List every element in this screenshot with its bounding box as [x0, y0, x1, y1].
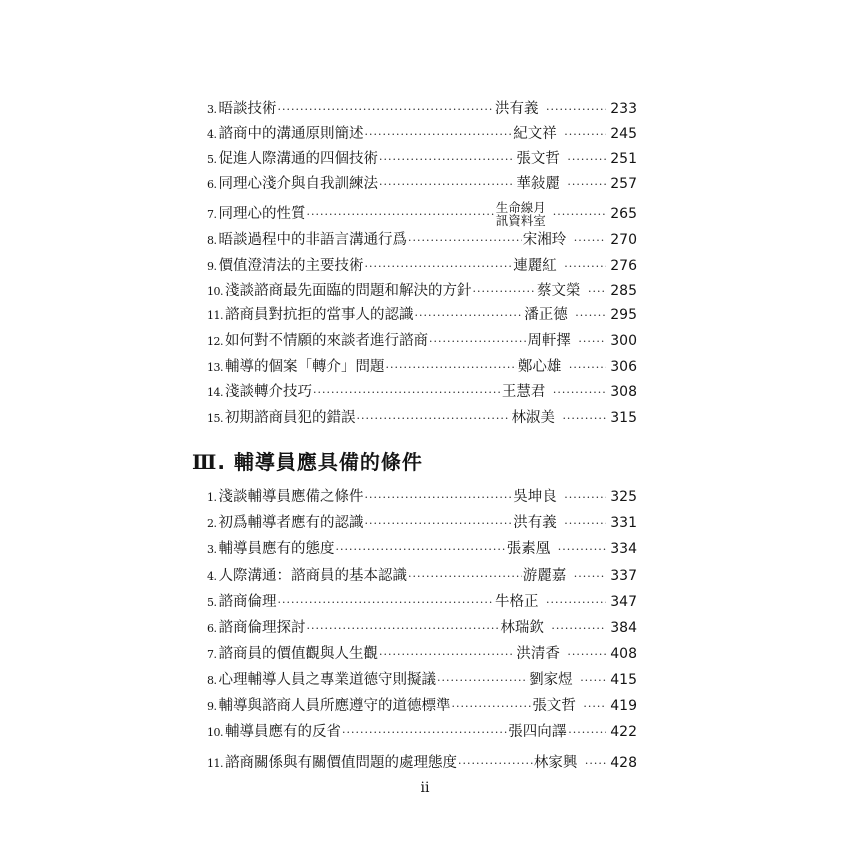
entry-number: 1.: [207, 490, 217, 504]
toc-entry[interactable]: [207, 590, 637, 614]
entry-author: 周軒擇: [527, 332, 571, 349]
entry-number: 7.: [207, 207, 217, 221]
entry-page: 300: [610, 333, 637, 349]
entry-page: 419: [610, 698, 637, 714]
entry-author: 連麗紅: [513, 257, 557, 274]
entry-page: 265: [610, 206, 637, 222]
entry-title: 諮商倫理探討: [218, 619, 306, 636]
dot-leader: [365, 261, 513, 272]
entry-author: 洪有義: [513, 514, 557, 531]
toc-entry[interactable]: [207, 122, 637, 146]
entry-author: 蔡文榮: [537, 282, 581, 299]
section-title: . 輔導員應具備的條件: [217, 450, 423, 474]
entry-title: 人際溝通：諮商員的基本認識: [218, 567, 407, 584]
entry-author: 潘正德: [524, 306, 568, 323]
entry-title: 輔導員應有的態度: [218, 540, 335, 557]
entry-author: 劉家煜: [529, 671, 573, 688]
entry-number: 3.: [207, 102, 217, 116]
entry-number: 10.: [207, 725, 223, 739]
toc-entry[interactable]: [207, 172, 637, 196]
entry-page: 384: [610, 620, 637, 636]
dot-leader: [336, 544, 506, 555]
entry-title: 初爲輔導者應有的認識: [218, 514, 364, 531]
entry-title: 輔導員應有的反省: [225, 723, 341, 740]
dot-leader: [553, 209, 606, 220]
entry-page: 245: [610, 126, 637, 142]
entry-page: 428: [610, 755, 637, 771]
entry-number: 9.: [207, 699, 217, 713]
page-number: ii: [420, 780, 430, 796]
entry-title: 淺談諮商最先面臨的問題和解決的方針: [225, 282, 472, 299]
toc-entry[interactable]: [207, 616, 637, 640]
dot-leader: [473, 286, 537, 297]
entry-author: 鄭心雄: [517, 358, 562, 375]
entry-page: 306: [610, 359, 637, 375]
toc-entry[interactable]: [207, 228, 637, 252]
dot-leader: [574, 571, 606, 582]
entry-author: 林瑞欽: [500, 619, 544, 636]
dot-leader: [408, 571, 522, 582]
dot-leader: [588, 286, 606, 297]
dot-leader: [307, 623, 500, 634]
dot-leader: [365, 129, 513, 140]
dot-leader: [365, 518, 513, 529]
entry-number: 10.: [207, 284, 223, 298]
dot-leader: [567, 649, 606, 660]
entry-author: 游麗嘉: [522, 567, 567, 584]
dot-leader: [313, 387, 501, 398]
entry-title: 同理心淺介與自我訓練法: [218, 175, 378, 192]
toc-entry[interactable]: [207, 694, 637, 718]
toc-entry[interactable]: [207, 564, 637, 588]
entry-title: 如何對不情願的來談者進行諮商: [225, 332, 428, 349]
dot-leader: [575, 310, 606, 321]
toc-entry[interactable]: [207, 380, 637, 404]
entry-number: 5.: [207, 595, 217, 609]
dot-leader: [429, 336, 526, 347]
dot-leader: [567, 179, 606, 190]
entry-title: 晤談技術: [218, 100, 277, 117]
toc-entry[interactable]: [207, 303, 637, 327]
entry-author: 林淑美: [511, 409, 555, 426]
dot-leader: [357, 413, 511, 424]
dot-leader: [569, 362, 606, 373]
entry-number: 12.: [207, 334, 223, 348]
entry-page: 251: [610, 151, 637, 167]
dot-leader: [365, 492, 513, 503]
entry-author: 洪有義: [495, 100, 539, 117]
entry-author: 華敍麗: [516, 175, 560, 192]
dot-leader: [558, 544, 606, 555]
toc-entry[interactable]: [207, 720, 637, 744]
entry-title: 心理輔導人員之專業道德守則擬議: [218, 671, 436, 688]
entry-page: 285: [610, 283, 637, 299]
dot-leader: [546, 597, 606, 608]
entry-page: 270: [610, 232, 637, 248]
toc-entry[interactable]: [207, 642, 637, 666]
toc-entry[interactable]: [207, 200, 637, 228]
entry-number: 11.: [207, 756, 223, 770]
entry-title: 諮商員的價值觀與人生觀: [218, 645, 378, 662]
entry-title: 諮商中的溝通原則簡述: [218, 125, 364, 142]
entry-title: 促進人際溝通的四個技術: [218, 150, 378, 167]
entry-page: 422: [610, 724, 637, 740]
entry-page: 408: [610, 646, 637, 662]
entry-title: 淺談輔導員應備之條件: [218, 488, 364, 505]
toc-entry[interactable]: [207, 279, 637, 303]
dot-leader: [564, 261, 606, 272]
entry-author: [496, 201, 552, 227]
entry-number: 4.: [207, 127, 217, 141]
dot-leader: [379, 154, 515, 165]
entry-number: 6.: [207, 621, 217, 635]
dot-leader: [564, 492, 606, 503]
dot-leader: [567, 154, 606, 165]
dot-leader: [458, 758, 533, 769]
toc-entry[interactable]: [207, 254, 637, 278]
toc-entry[interactable]: [207, 537, 637, 561]
entry-author: 吳坤良: [513, 488, 557, 505]
entry-page: 347: [610, 594, 637, 610]
dot-leader: [574, 235, 606, 246]
entry-author-line: 生命線月: [495, 199, 546, 215]
entry-title: 價值澄清法的主要技術: [218, 257, 364, 274]
entry-number: 14.: [207, 385, 223, 399]
dot-leader: [278, 104, 495, 115]
dot-leader: [578, 336, 606, 347]
entry-title: 淺談轉介技巧: [225, 383, 312, 400]
entry-number: 13.: [207, 360, 223, 374]
dot-leader: [585, 758, 606, 769]
dot-leader: [307, 209, 495, 220]
dot-leader: [342, 727, 507, 738]
entry-author: 王慧君: [501, 383, 546, 400]
dot-leader: [546, 104, 606, 115]
entry-title: 諮商員對抗拒的當事人的認識: [225, 306, 414, 323]
entry-author: 洪清香: [516, 645, 560, 662]
entry-author: 牛格正: [495, 593, 539, 610]
entry-number: 11.: [207, 308, 223, 322]
toc-entry[interactable]: [207, 751, 637, 775]
entry-title: 晤談過程中的非語言溝通行爲: [218, 231, 407, 248]
entry-author: 紀文祥: [513, 125, 557, 142]
entry-page: 337: [610, 568, 637, 584]
dot-leader: [408, 235, 522, 246]
entry-author: 宋湘玲: [522, 231, 567, 248]
entry-author: 張四向譯: [508, 723, 567, 740]
entry-page: 276: [610, 258, 637, 274]
dot-leader: [564, 129, 606, 140]
entry-number: 7.: [207, 647, 217, 661]
entry-number: 8.: [207, 673, 217, 687]
entry-number: 9.: [207, 259, 217, 273]
toc-entry[interactable]: [207, 147, 637, 171]
toc-entry[interactable]: [207, 355, 637, 379]
dot-leader: [415, 310, 524, 321]
entry-number: 2.: [207, 516, 217, 530]
toc-entry[interactable]: [207, 97, 637, 121]
entry-title: 諮商倫理: [218, 593, 277, 610]
dot-leader: [564, 518, 606, 529]
entry-author: 張素凰: [506, 540, 551, 557]
entry-page: 334: [610, 541, 637, 557]
toc-entry[interactable]: [207, 668, 637, 692]
entry-page: 257: [610, 176, 637, 192]
section-roman-numeral: Ⅲ: [192, 450, 218, 474]
dot-leader: [553, 387, 606, 398]
dot-leader: [379, 179, 515, 190]
entry-number: 4.: [207, 569, 217, 583]
entry-page: 308: [610, 384, 637, 400]
section-heading: [192, 446, 423, 475]
entry-page: 233: [610, 101, 637, 117]
entry-title: 輔導的個案「轉介」問題: [225, 358, 385, 375]
entry-number: 6.: [207, 177, 217, 191]
entry-title: 諮商關係與有關價值問題的處理態度: [225, 754, 457, 771]
entry-number: 15.: [207, 411, 223, 425]
dot-leader: [583, 701, 606, 712]
entry-page: 331: [610, 515, 637, 531]
dot-leader: [386, 362, 517, 373]
dot-leader: [562, 413, 606, 424]
entry-page: 315: [610, 410, 637, 426]
dot-leader: [278, 597, 495, 608]
entry-number: 5.: [207, 152, 217, 166]
entry-page: 295: [610, 307, 637, 323]
dot-leader: [551, 623, 606, 634]
entry-title: 初期諮商員犯的錯誤: [225, 409, 356, 426]
dot-leader: [559, 727, 606, 738]
entry-page: 325: [610, 489, 637, 505]
toc-entry[interactable]: [207, 406, 637, 430]
toc-entry[interactable]: [207, 329, 637, 353]
entry-author: 張文哲: [516, 150, 560, 167]
entry-author: 林家興: [533, 754, 578, 771]
entry-title: 輔導與諮商人員所應遵守的道德標準: [218, 697, 451, 714]
entry-author: 張文哲: [532, 697, 576, 714]
entry-number: 3.: [207, 542, 217, 556]
entry-author-line: 訊資料室: [495, 213, 546, 228]
entry-page: 415: [610, 672, 637, 688]
dot-leader: [580, 675, 606, 686]
entry-title: 同理心的性質: [218, 205, 306, 222]
dot-leader: [437, 675, 528, 686]
dot-leader: [379, 649, 515, 660]
toc-entry[interactable]: [207, 511, 637, 535]
entry-number: 8.: [207, 233, 217, 247]
toc-entry[interactable]: [207, 485, 637, 509]
dot-leader: [452, 701, 532, 712]
